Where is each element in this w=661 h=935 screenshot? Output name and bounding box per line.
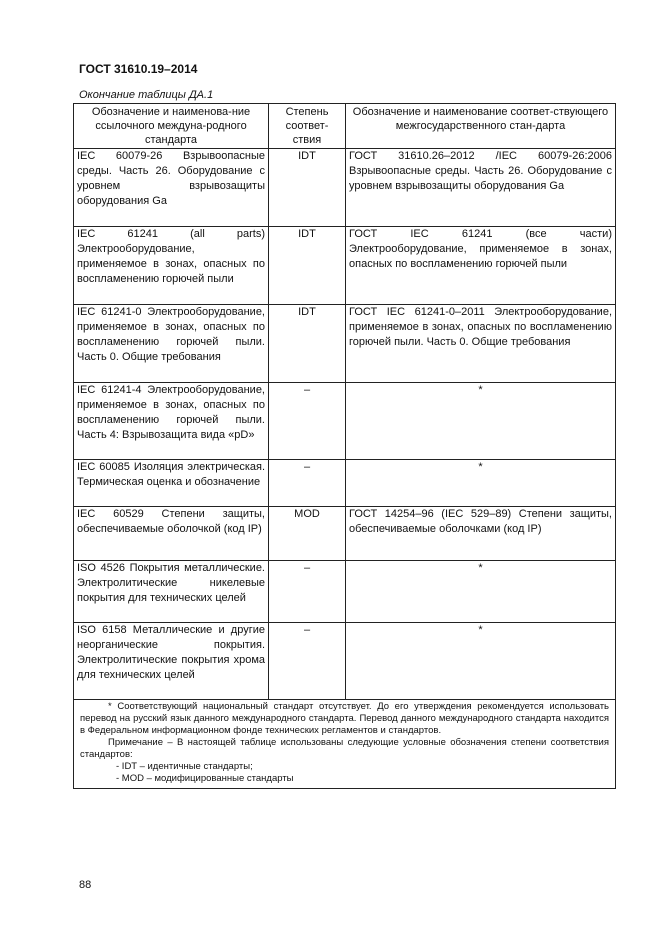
column-header-reference: Обозначение и наименова-ние ссылочного междуна-родного стандарта — [74, 104, 269, 149]
reference-cell: ISO 4526 Покрытия металлические. Электролитические никелевые покрытия для технических целей — [74, 561, 269, 623]
table-header-row — [74, 104, 616, 149]
degree-cell: – — [269, 561, 346, 623]
table-row — [74, 149, 616, 227]
degree-cell: – — [269, 383, 346, 460]
reference-standards-table — [73, 103, 616, 789]
note-item-mod: - MOD – модифицированные стандарты — [116, 773, 294, 784]
gost-cell: ГОСТ IEC 61241-0–2011 Электрооборудование, применяемое в зонах, опасных по воспламенению горючей пыли. Часть 0. Общие требования — [346, 305, 616, 383]
gost-cell: * — [346, 383, 616, 460]
reference-cell: IEC 61241-4 Электрооборудование, применяемое в зонах, опасных по воспламенению горючей пыли. Часть 4: Взрывозащита вида «pD» — [74, 383, 269, 460]
degree-cell: – — [269, 460, 346, 507]
reference-cell: IEC 61241 (all parts) Электрооборудование, применяемое в зонах, опасных по воспламенению горючей пыли — [74, 227, 269, 305]
note-item-idt: - IDT – идентичные стандарты; — [116, 761, 253, 772]
reference-cell: IEC 60079-26 Взрывоопасные среды. Часть 26. Оборудование с уровнем взрывозащиты оборудования Ga — [74, 149, 269, 227]
gost-cell: ГОСТ IEC 61241 (все части) Электрооборудование, применяемое в зонах, опасных по воспламенению горючей пыли — [346, 227, 616, 305]
page-number: 88 — [79, 879, 92, 891]
note-text: Примечание – В настоящей таблице использованы следующие условные обозначения степени соответствия стандартов: — [80, 737, 609, 760]
degree-cell: – — [269, 623, 346, 700]
table-row — [74, 460, 616, 507]
reference-cell: IEC 60085 Изоляция электрическая. Термическая оценка и обозначение — [74, 460, 269, 507]
reference-cell: IEC 60529 Степени защиты, обеспечиваемые оболочкой (код IP) — [74, 507, 269, 561]
table-notes-row — [74, 700, 616, 789]
gost-cell: * — [346, 623, 616, 700]
degree-cell: IDT — [269, 227, 346, 305]
degree-cell: MOD — [269, 507, 346, 561]
column-header-gost: Обозначение и наименование соответ-ствующего межгосударственного стан-дарта — [346, 104, 616, 149]
gost-cell: * — [346, 561, 616, 623]
footnote-text: * Соответствующий национальный стандарт отсутствует. До его утверждения рекомендуется использовать перевод на русский язык данного международного стандарта. Перевод данного международного стандарта находится в Федеральном информационном фонде технических регламентов и стандартов. — [80, 701, 609, 736]
gost-cell: * — [346, 460, 616, 507]
document-header: ГОСТ 31610.19–2014 — [79, 62, 198, 76]
degree-cell: IDT — [269, 149, 346, 227]
table-row — [74, 623, 616, 700]
degree-cell: IDT — [269, 305, 346, 383]
table-row — [74, 383, 616, 460]
reference-cell: ISO 6158 Металлические и другие неорганические покрытия. Электролитические покрытия хрома для технических целей — [74, 623, 269, 700]
table-notes — [74, 700, 616, 789]
reference-cell: IEC 61241-0 Электрооборудование, применяемое в зонах, опасных по воспламенению горючей пыли. Часть 0. Общие требования — [74, 305, 269, 383]
table-caption: Окончание таблицы ДА.1 — [79, 89, 214, 101]
table-row — [74, 507, 616, 561]
column-header-degree: Степень соответ-ствия — [269, 104, 346, 149]
table-row — [74, 305, 616, 383]
table-row — [74, 561, 616, 623]
table-row — [74, 227, 616, 305]
gost-cell: ГОСТ 14254–96 (IEC 529–89) Степени защиты, обеспечиваемые оболочками (код IP) — [346, 507, 616, 561]
gost-cell: ГОСТ 31610.26–2012 /IEC 60079-26:2006 Взрывоопасные среды. Часть 26. Оборудование с уровнем взрывозащиты оборудования Ga — [346, 149, 616, 227]
